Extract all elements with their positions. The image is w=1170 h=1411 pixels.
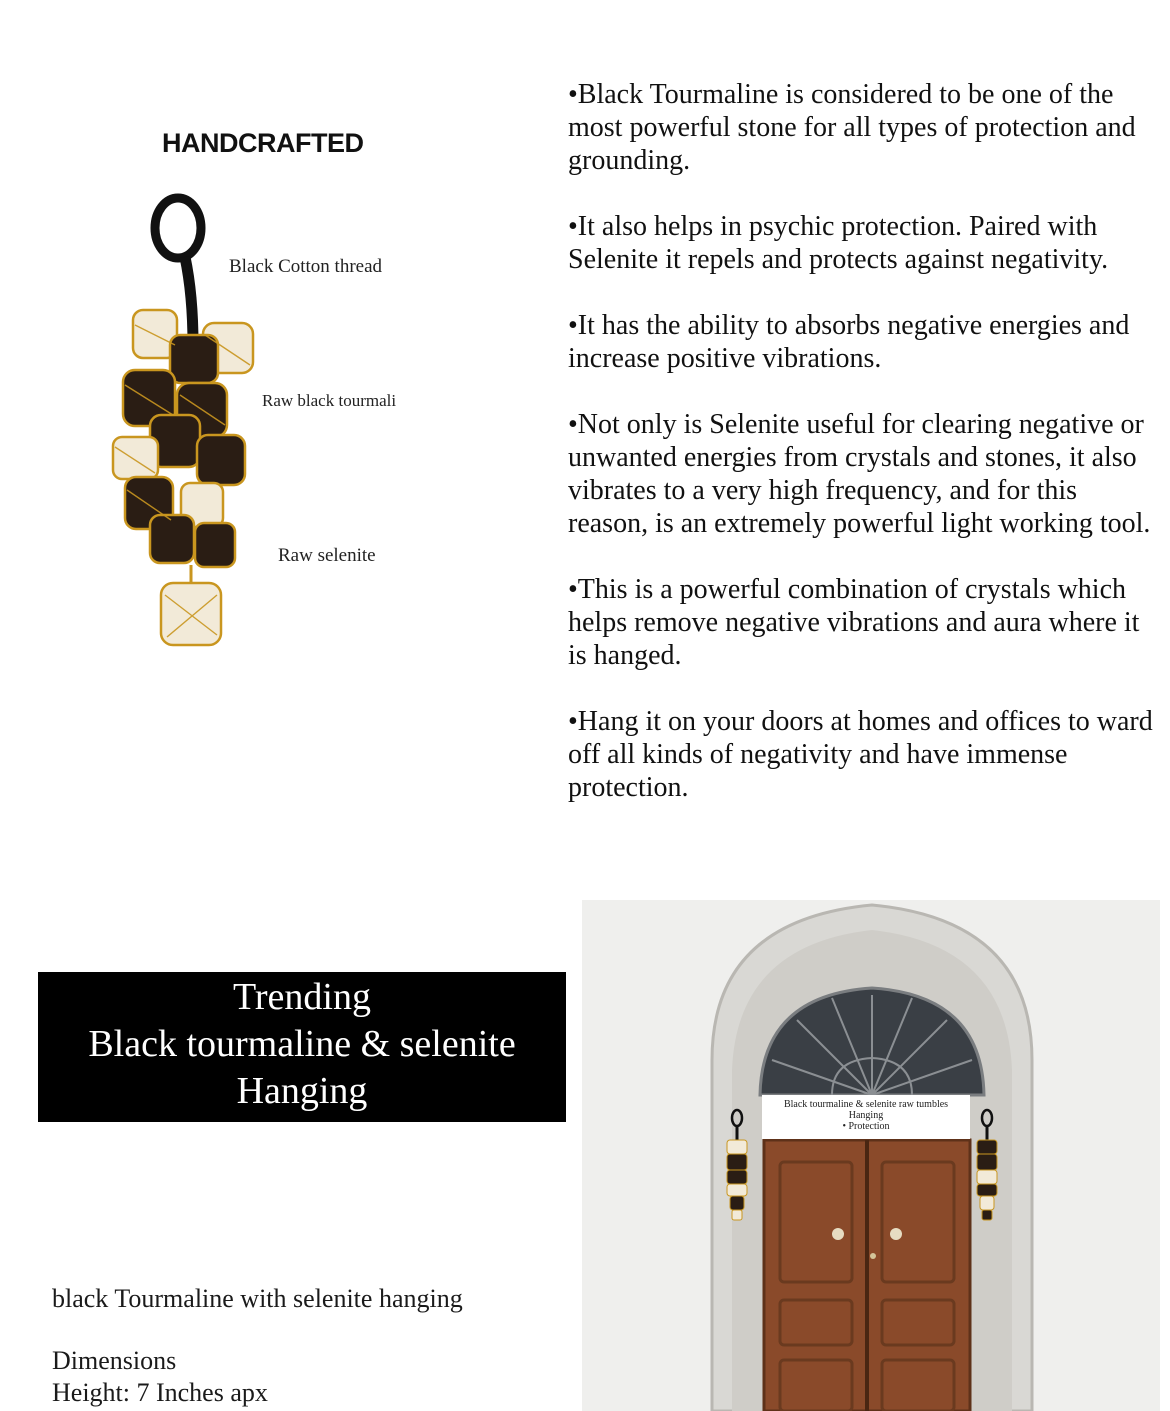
dimensions-height: Height: 7 Inches apx	[52, 1378, 268, 1407]
door-scene-image	[582, 900, 1160, 1411]
benefit-item: •Hang it on your doors at homes and offices to ward off all kinds of negativity and have immense protection.	[568, 706, 1153, 803]
door-sign-subtitle: Hanging	[848, 1110, 884, 1121]
benefit-item: •It also helps in psychic protection. Paired with Selenite it repels and protects against negativity.	[568, 211, 1109, 275]
product-caption: black Tourmaline with selenite hanging	[52, 1284, 463, 1313]
arched-door-icon	[582, 900, 1160, 1411]
benefits-list	[568, 78, 1158, 837]
benefit-item: •It has the ability to absorbs negative energies and increase positive vibrations.	[568, 310, 1130, 374]
benefit-item: •Not only is Selenite useful for clearing negative or unwanted energies from crystals and stones, it also vibrates to a very high frequency, and for this reason, is an extremely powerful light working tool.	[568, 409, 1151, 539]
callout-thread: Black Cotton thread	[229, 256, 383, 277]
door-sign	[762, 1095, 970, 1139]
dimensions-label: Dimensions	[52, 1346, 177, 1375]
banner-line-hanging: Hanging	[236, 1070, 368, 1112]
trending-banner	[38, 972, 566, 1122]
handcrafted-heading: HANDCRAFTED	[162, 128, 364, 158]
benefit-item: •Black Tourmaline is considered to be one of the most powerful stone for all types of protection and grounding.	[568, 79, 1136, 176]
banner-line-trending: Trending	[233, 976, 371, 1018]
door-sign-tag: • Protection	[842, 1121, 890, 1132]
callout-selenite: Raw selenite	[278, 545, 376, 566]
benefit-item: •This is a powerful combination of crystals which helps remove negative vibrations and aura where it is hanged.	[568, 574, 1140, 671]
door-sign-title: Black tourmaline & selenite raw tumbles	[783, 1099, 949, 1110]
banner-line-product: Black tourmaline & selenite	[88, 1023, 516, 1065]
callout-tourmaline: Raw black tourmali	[262, 391, 397, 410]
